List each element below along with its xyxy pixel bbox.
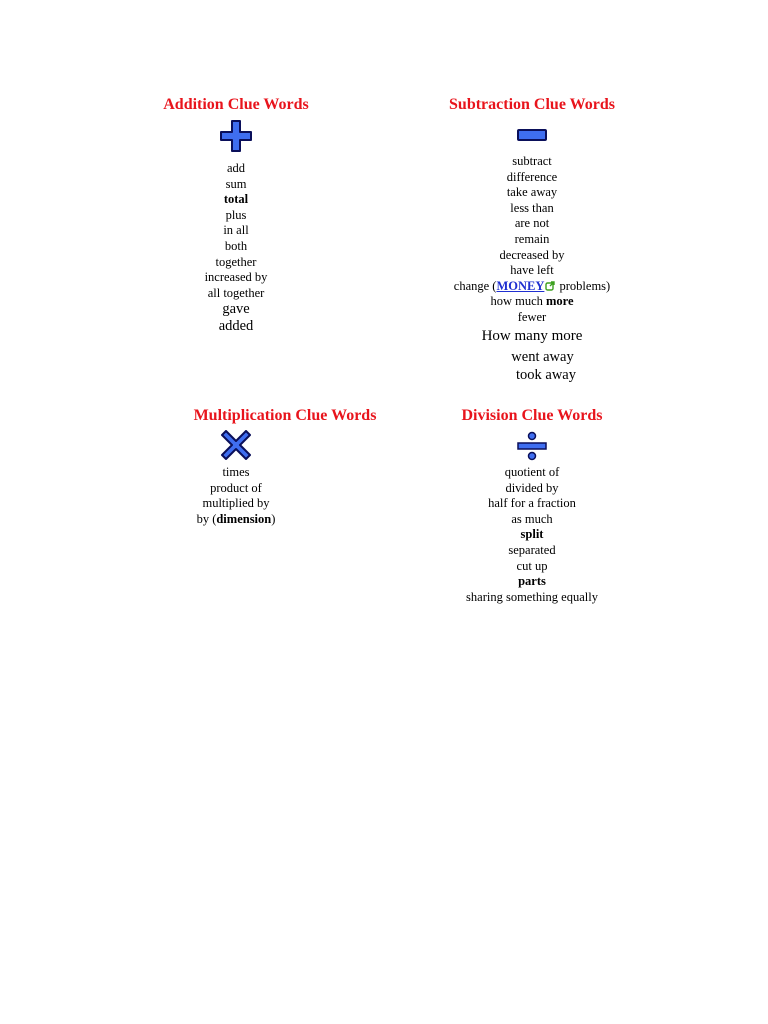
subtraction-word-list	[422, 154, 642, 384]
multiplication-title: Multiplication Clue Words	[193, 407, 377, 424]
word-plus: plus	[225, 207, 247, 222]
word-gave: gave	[222, 301, 250, 318]
divide-icon	[517, 431, 547, 461]
word-quotient-of: quotient of	[504, 465, 560, 479]
minus-icon	[517, 129, 547, 141]
word-half-for-a-fraction: half for a fraction	[488, 496, 576, 511]
division-section	[432, 407, 632, 617]
how-much-bold: more	[546, 294, 574, 309]
subtraction-title: Subtraction Clue Words	[449, 96, 615, 113]
word-less-than: less than	[510, 200, 554, 215]
word-both: both	[224, 238, 248, 253]
word-times: times	[222, 465, 250, 479]
word-took-away: took away	[516, 366, 576, 383]
plus-icon	[220, 120, 252, 152]
times-icon	[221, 430, 251, 460]
word-fewer: fewer	[517, 309, 547, 324]
by-prefix: by (	[196, 511, 217, 526]
word-have-left: have left	[510, 263, 554, 278]
subtraction-section	[422, 96, 642, 396]
word-subtract: subtract	[512, 154, 552, 168]
word-difference: difference	[506, 169, 558, 184]
word-change-line	[422, 279, 642, 295]
word-cut-up: cut up	[516, 558, 548, 573]
word-together: together	[215, 254, 257, 269]
word-parts: parts	[518, 574, 546, 589]
how-much-prefix: how much	[490, 294, 546, 309]
word-sum: sum	[225, 176, 247, 191]
word-increased-by: increased by	[204, 270, 268, 285]
division-title: Division Clue Words	[461, 407, 603, 424]
word-product-of: product of	[210, 480, 262, 495]
change-suffix: problems)	[556, 278, 611, 293]
division-word-list	[432, 465, 632, 605]
word-added: added	[218, 318, 254, 335]
word-total: total	[223, 192, 249, 207]
word-separated: separated	[508, 542, 556, 557]
word-are-not: are not	[514, 216, 550, 231]
word-how-much-more	[422, 294, 642, 310]
word-as-much: as much	[511, 511, 553, 526]
word-take-away: take away	[506, 185, 558, 200]
addition-section	[136, 96, 336, 346]
multiplication-word-list	[170, 465, 302, 527]
word-went-away: went away	[511, 348, 574, 365]
addition-word-list	[136, 161, 336, 335]
money-link[interactable]: MONEY	[496, 278, 545, 293]
word-by-dimension	[170, 512, 302, 528]
addition-title: Addition Clue Words	[163, 96, 309, 113]
change-prefix: change (	[453, 278, 497, 293]
multiplication-section	[170, 407, 400, 537]
word-in-all: in all	[223, 223, 249, 238]
word-multiplied-by: multiplied by	[202, 496, 270, 511]
word-divided-by: divided by	[505, 480, 559, 495]
word-all-together: all together	[207, 285, 265, 300]
by-suffix: )	[271, 511, 276, 526]
word-split: split	[520, 527, 544, 542]
word-decreased-by: decreased by	[499, 247, 565, 262]
word-sharing-something-equally: sharing something equally	[466, 589, 598, 604]
by-bold: dimension	[216, 511, 272, 526]
external-link-icon[interactable]	[545, 281, 555, 291]
word-add: add	[226, 161, 246, 175]
word-remain: remain	[514, 231, 550, 246]
word-how-many-more: How many more	[481, 327, 583, 344]
